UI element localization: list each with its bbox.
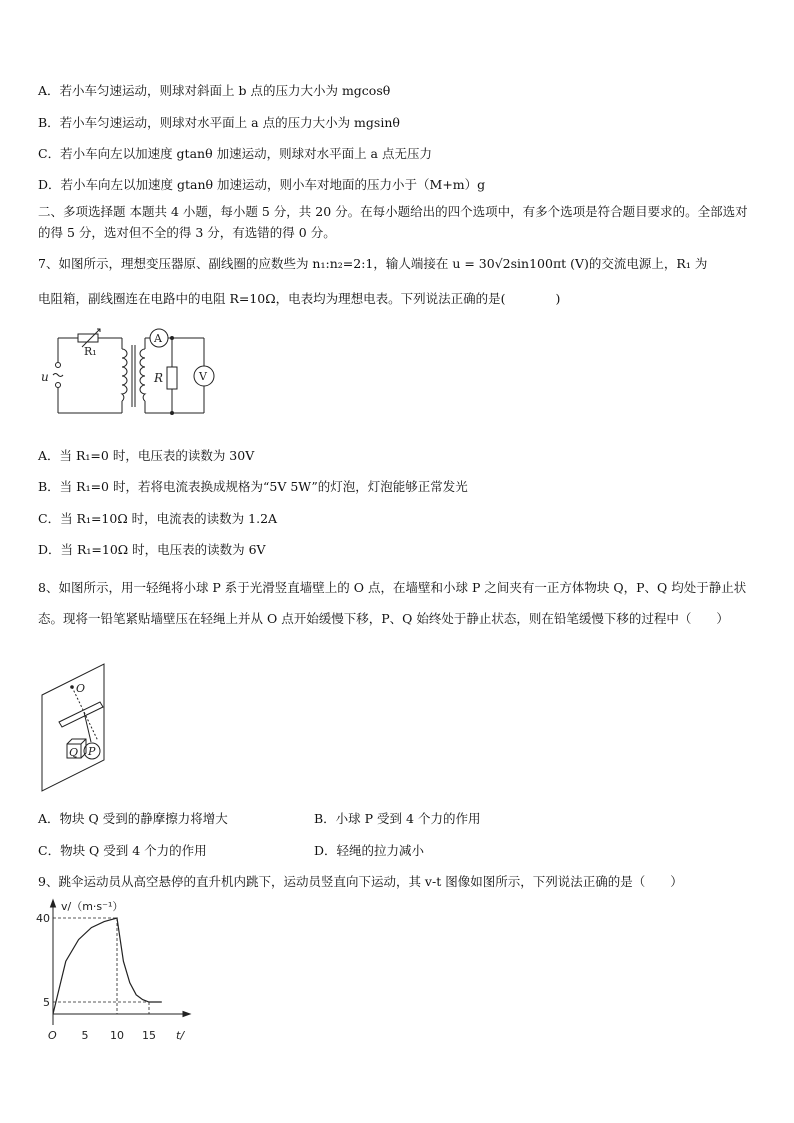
q7-fig-label-r1: R₁ (84, 345, 97, 358)
q6-option-b: B．若小车匀速运动，则球对水平面上 a 点的压力大小为 mgsinθ (38, 115, 400, 130)
y-tick-label: 5 (43, 996, 50, 1009)
q8-wall-diagram (38, 662, 110, 794)
chart-ylabel: v/（m·s⁻¹） (61, 900, 124, 913)
chart-origin-label: O (48, 1029, 57, 1042)
q7-option-a: A．当 R₁=0 时，电压表的读数为 30V (38, 448, 255, 463)
q8-option-a: A．物块 Q 受到的静摩擦力将增大 (38, 811, 228, 826)
x-tick-label: 5 (81, 1029, 89, 1042)
vt-curve (53, 918, 162, 1014)
q8-option-b: B．小球 P 受到 4 个力的作用 (314, 811, 481, 826)
q9-vt-chart (35, 897, 195, 1045)
q7-circuit-diagram (36, 325, 216, 420)
q6-option-c: C．若小车向左以加速度 gtanθ 加速运动，则球对水平面上 a 点无压力 (38, 146, 432, 161)
q7-stem-line2: 电阻箱，副线圈连在电路中的电阻 R=10Ω，电表均为理想电表。下列说法正确的是( ) (38, 291, 561, 306)
chart-xlabel: t/ (176, 1029, 185, 1042)
q6-option-d: D．若小车向左以加速度 gtanθ 加速运动，则小车对地面的压力小于（M+m）g (38, 177, 486, 192)
q8-fig-label-o: O (76, 682, 86, 695)
q7-option-c: C．当 R₁=10Ω 时，电流表的读数为 1.2A (38, 511, 278, 526)
q8-option-c: C．物块 Q 受到 4 个力的作用 (38, 843, 207, 858)
q7-fig-label-u: u (41, 370, 49, 384)
ammeter-icon-label: A (154, 332, 162, 345)
q9-stem: 9、跳伞运动员从高空悬停的直升机内跳下，运动员竖直向下运动，其 v-t 图像如图所示，下列说法正确的是（ ） (38, 874, 683, 889)
voltmeter-icon-label: V (199, 370, 207, 383)
section-2-heading: 二、多项选择题 本题共 4 小题，每小题 5 分，共 20 分。在每小题给出的四个选项中，有多个选项是符合题目要求的。全部选对的得 5 分，选对但不全的得 3 分，有选错的得 0 分。 (38, 204, 748, 240)
q7-option-d: D．当 R₁=10Ω 时，电压表的读数为 6V (38, 542, 266, 557)
q8-fig-label-p: P (88, 745, 96, 758)
y-tick-label: 40 (36, 912, 50, 925)
q7-fig-label-r: R (154, 371, 164, 385)
q6-option-a: A．若小车匀速运动，则球对斜面上 b 点的压力大小为 mgcosθ (38, 83, 391, 98)
x-tick-label: 15 (142, 1029, 156, 1042)
q7-option-b: B．当 R₁=0 时，若将电流表换成规格为“5V 5W”的灯泡，灯泡能够正常发光 (38, 479, 468, 494)
q8-stem: 8、如图所示，用一轻绳将小球 P 系于光滑竖直墙壁上的 O 点，在墙壁和小球 P 之间夹有一正方体物块 Q，P、Q 均处于静止状态。现将一铅笔紧贴墙壁压在轻绳上并从 O 点开始缓慢下移，P、Q 始终处于静止状态，则在铅笔缓慢下移的过程中（ ） (38, 580, 747, 626)
q8-option-d: D．轻绳的拉力减小 (314, 843, 425, 858)
q7-stem-line1: 7、如图所示，理想变压器原、副线圈的应数些为 n₁:n₂=2:1，输人端接在 u = 30√2sin100πt (V)的交流电源上，R₁ 为 (38, 256, 708, 271)
q8-fig-label-q: Q (69, 746, 79, 759)
x-tick-label: 10 (110, 1029, 124, 1042)
